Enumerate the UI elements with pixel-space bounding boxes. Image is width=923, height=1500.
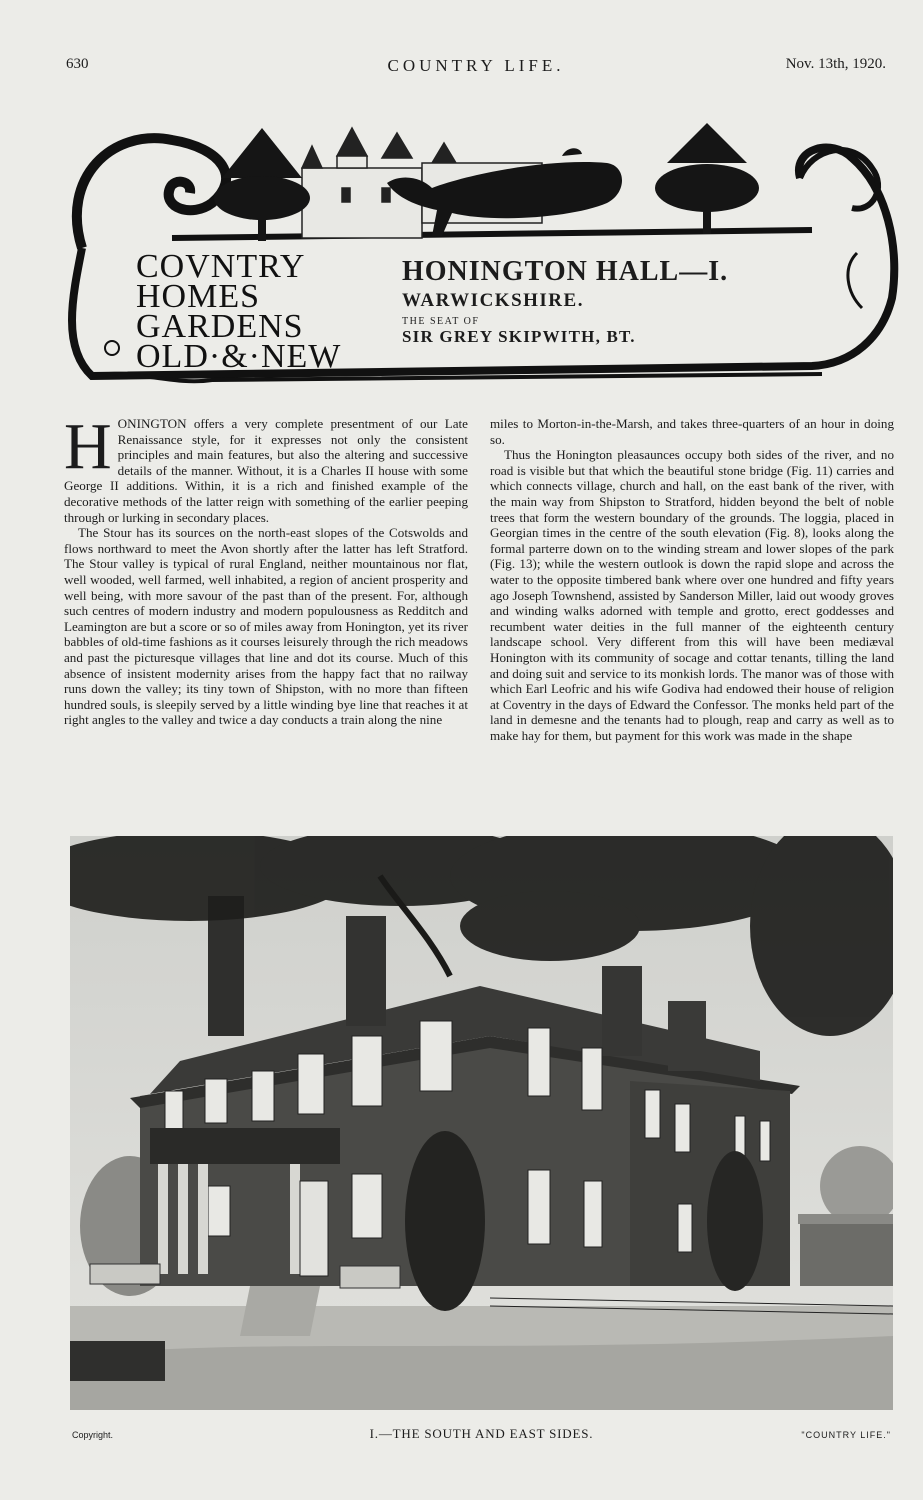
paragraph — [64, 410, 468, 525]
photo-credit: "COUNTRY LIFE." — [801, 1430, 891, 1440]
article-column-right — [490, 416, 894, 743]
seat-label: THE SEAT OF — [402, 316, 480, 327]
house-photograph — [70, 836, 893, 1410]
article-county: WARWICKSHIRE. — [402, 290, 584, 311]
article-heading — [402, 256, 822, 347]
drop-cap: H — [64, 410, 112, 483]
series-title-line: HOMES — [136, 278, 261, 315]
photo-caption: I.—THE SOUTH AND EAST SIDES. — [369, 1426, 594, 1441]
copyright-note: Copyright. — [72, 1430, 114, 1440]
paragraph: Thus the Honington pleasaunces occupy both sides of the river, and no road is visible but that which the beautiful stone bridge (Fig. 11) carries and which connects village, church and hall, on the east bank of the river, with the main way from Shipston to Stratford, hidden beyond the belt of noble trees that form the western boundary of the grounds. The loggia, placed in Georgian times in the centre of the south elevation (Fig. 8), looks along the formal parterre down on to the winding stream and lower slopes of the park (Fig. 13); while the western outlook is down the rapid slope and across the water to the opposite timbered bank where over one hundred and fifty years ago Joseph Townshend, assisted by Sanderson Miller, laid out woody groves and winding walks adorned with temple and grotto, erect goddesses and recumbent water deities in the full manner of the eighteenth century landscape school. Very different from this will have been mediæval Honington with its community of socage and cottar tenants, tilling the land and doing suit and service to its monkish lords. The manor was of those with which Earl Leofric and his wife Godiva had endowed their house of religion at Coventry in the days of Edward the Confessor. The monks held part of the land in demesne and the tenants had to plough, reap and carry as well as to make hay for them, but payment for this work was made in the shape — [490, 447, 894, 743]
series-title — [136, 248, 366, 375]
article-title: HONINGTON HALL—I. — [402, 256, 729, 287]
paragraph: The Stour has its sources on the north-east slopes of the Cotswolds and flows northward to meet the Avon shortly after the latter has left Stratford. The Stour valley is typical of rural England, neither mountainous nor flat, well wooded, well farmed, well inhabited, a region of ancient prosperity and well being, with more savour of the past than of the present. For, although such centres of modern industry and modern populousness as Redditch and Leamington are but a score or so of miles away from Honington, yet its river babbles of old-time fashions as it courses leisurely through the rich meadows and past the picturesque villages that line and dot its course. Much of this absence of insistent modernity arises from the happy fact that no railway runs down the valley; its tiny town of Shipston, with no more than fifteen hundred souls, is sleepily served by a little winding bye line that reaches it at right angles to the valley and twice a day conducts a train along the nine — [64, 525, 468, 728]
photo-caption-row — [70, 1426, 893, 1444]
issue-date: Nov. 13th, 1920. — [785, 56, 886, 72]
magazine-title: COUNTRY LIFE. — [387, 56, 565, 75]
series-title-line: GARDENS — [136, 308, 304, 345]
topiary-tree-left — [214, 128, 310, 241]
decorative-banner — [52, 118, 902, 393]
article-column-left — [64, 410, 468, 728]
page-header — [66, 56, 886, 82]
paragraph-text: ONINGTON offers a very complete presentment of our Late Renaissance style, for it expresses not only the consistent principles and main features, but also the altering and successive details of the manner. Without, it is a Charles II house with some George II additions. Within, it is a rich and finished example of the decorative methods of the latter reign with something of the earlier peeping through or lurking in secondary places. — [64, 416, 468, 525]
photo-illustration — [70, 836, 893, 1410]
series-title-line: COVNTRY — [136, 248, 306, 285]
page-number: 630 — [66, 56, 89, 72]
topiary-tree-right — [655, 123, 759, 234]
seat-owner: SIR GREY SKIPWITH, BT. — [402, 327, 636, 346]
series-title-line: OLD·&·NEW — [136, 338, 342, 375]
paragraph: miles to Morton-in-the-Marsh, and takes three-quarters of an hour in doing so. — [490, 416, 894, 447]
